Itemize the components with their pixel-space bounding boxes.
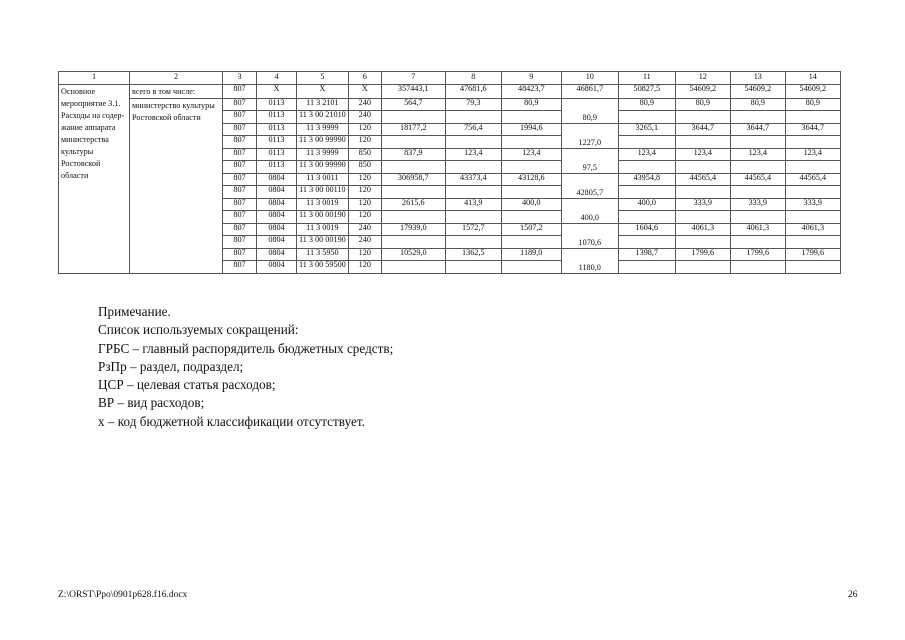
empty-cell — [445, 236, 501, 249]
code-cell: 807 — [223, 248, 257, 261]
code-cell: 11 3 0011 — [297, 173, 349, 186]
value-cell: 1507,2 — [501, 223, 561, 236]
value-cell: 54609,2 — [785, 84, 840, 98]
empty-cell — [785, 161, 840, 174]
code-cell: 120 — [348, 173, 381, 186]
code-cell: 0804 — [257, 186, 297, 199]
code-cell: 807 — [223, 111, 257, 124]
empty-cell — [675, 236, 730, 249]
empty-cell — [675, 136, 730, 149]
ministry-cell: министерство культуры Ростовской области — [130, 98, 223, 273]
code-cell: 807 — [223, 136, 257, 149]
abbreviation-line: ВР – вид расходов; — [98, 395, 205, 411]
value-cell: 80,9 — [561, 98, 618, 123]
col-header: 8 — [445, 72, 501, 85]
page-number: 26 — [848, 590, 858, 600]
empty-cell — [618, 261, 675, 274]
value-cell: 837,9 — [381, 148, 445, 161]
table-row — [59, 98, 841, 111]
empty-cell — [730, 161, 785, 174]
empty-cell — [618, 236, 675, 249]
code-cell: 120 — [348, 248, 381, 261]
value-cell: 43128,6 — [501, 173, 561, 186]
value-cell: 42805,7 — [561, 173, 618, 198]
empty-cell — [618, 136, 675, 149]
value-cell: 50827,5 — [618, 84, 675, 98]
code-cell: 120 — [348, 136, 381, 149]
empty-cell — [445, 186, 501, 199]
value-cell: 333,9 — [675, 198, 730, 211]
value-cell: 1994,6 — [501, 123, 561, 136]
value-cell: 54609,2 — [675, 84, 730, 98]
code-cell: 0804 — [257, 223, 297, 236]
value-cell: 1398,7 — [618, 248, 675, 261]
empty-cell — [618, 111, 675, 124]
empty-cell — [730, 111, 785, 124]
value-cell: 1189,0 — [501, 248, 561, 261]
code-cell: 0113 — [257, 136, 297, 149]
empty-cell — [445, 161, 501, 174]
value-cell: 564,7 — [381, 98, 445, 111]
col-header: 1 — [59, 72, 130, 85]
empty-cell — [785, 111, 840, 124]
value-cell: 3644,7 — [730, 123, 785, 136]
empty-cell — [445, 111, 501, 124]
value-cell: 1362,5 — [445, 248, 501, 261]
code-cell: 11 3 00 21010 — [297, 111, 349, 124]
code-cell: 11 3 9999 — [297, 148, 349, 161]
activity-name-cell: Основное мероприятие 3.1. Расходы на содер-жание аппарата министерства культуры Ростовской области — [59, 84, 130, 273]
empty-cell — [501, 111, 561, 124]
empty-cell — [501, 161, 561, 174]
empty-cell — [675, 161, 730, 174]
code-cell: 807 — [223, 84, 257, 98]
value-cell: 333,9 — [730, 198, 785, 211]
value-cell: 80,9 — [618, 98, 675, 111]
code-cell: X — [257, 84, 297, 98]
empty-cell — [501, 211, 561, 224]
empty-cell — [381, 236, 445, 249]
code-cell: 120 — [348, 211, 381, 224]
value-cell: 756,4 — [445, 123, 501, 136]
empty-cell — [445, 211, 501, 224]
code-cell: 0113 — [257, 98, 297, 111]
value-cell: 79,3 — [445, 98, 501, 111]
code-cell: 11 3 00 99990 — [297, 136, 349, 149]
value-cell: 2615,6 — [381, 198, 445, 211]
code-cell: 807 — [223, 123, 257, 136]
value-cell: 10529,0 — [381, 248, 445, 261]
code-cell: 0113 — [257, 161, 297, 174]
code-cell: 11 3 9999 — [297, 123, 349, 136]
code-cell: 0804 — [257, 261, 297, 274]
empty-cell — [785, 261, 840, 274]
value-cell: 1604,6 — [618, 223, 675, 236]
value-cell: 3644,7 — [785, 123, 840, 136]
code-cell: 11 3 0019 — [297, 223, 349, 236]
value-cell: 4061,3 — [675, 223, 730, 236]
code-cell: 11 3 00 00190 — [297, 211, 349, 224]
empty-cell — [785, 211, 840, 224]
empty-cell — [381, 161, 445, 174]
code-cell: 807 — [223, 173, 257, 186]
header-row — [59, 72, 841, 85]
value-cell: 1180,0 — [561, 248, 618, 273]
code-cell: 0804 — [257, 248, 297, 261]
value-cell: 4061,3 — [785, 223, 840, 236]
value-cell: 1799,6 — [785, 248, 840, 261]
value-cell: 123,4 — [501, 148, 561, 161]
code-cell: 240 — [348, 236, 381, 249]
col-header: 12 — [675, 72, 730, 85]
value-cell: 123,4 — [675, 148, 730, 161]
abbreviations-title: Список используемых сокращений: — [98, 322, 299, 338]
col-header: 9 — [501, 72, 561, 85]
value-cell: 333,9 — [785, 198, 840, 211]
code-cell: 11 3 2101 — [297, 98, 349, 111]
code-cell: 807 — [223, 236, 257, 249]
empty-cell — [381, 211, 445, 224]
empty-cell — [445, 136, 501, 149]
abbreviation-line: ГРБС – главный распорядитель бюджетных средств; — [98, 340, 394, 356]
empty-cell — [501, 186, 561, 199]
value-cell: 4061,3 — [730, 223, 785, 236]
value-cell: 18177,2 — [381, 123, 445, 136]
budget-table — [58, 71, 841, 274]
empty-cell — [445, 261, 501, 274]
empty-cell — [730, 186, 785, 199]
code-cell: 11 3 00 59500 — [297, 261, 349, 274]
code-cell: 240 — [348, 223, 381, 236]
code-cell: 0804 — [257, 198, 297, 211]
value-cell: 1799,6 — [675, 248, 730, 261]
abbreviation-line: ЦСР – целевая статья расходов; — [98, 377, 276, 393]
code-cell: 120 — [348, 186, 381, 199]
empty-cell — [618, 211, 675, 224]
value-cell: 43373,4 — [445, 173, 501, 186]
code-cell: 11 3 00 00190 — [297, 236, 349, 249]
value-cell: 400,0 — [561, 198, 618, 223]
col-header: 7 — [381, 72, 445, 85]
value-cell: 1070,6 — [561, 223, 618, 248]
value-cell: 123,4 — [445, 148, 501, 161]
code-cell: 850 — [348, 161, 381, 174]
col-header: 2 — [130, 72, 223, 85]
value-cell: 413,9 — [445, 198, 501, 211]
code-cell: 807 — [223, 148, 257, 161]
empty-cell — [381, 186, 445, 199]
value-cell: 1227,0 — [561, 123, 618, 148]
code-cell: 120 — [348, 198, 381, 211]
value-cell: 80,9 — [675, 98, 730, 111]
note-title: Примечание. — [98, 304, 171, 319]
document-path: Z:\ORST\Ppo\0901p628.f16.docx — [58, 590, 188, 600]
value-cell: 17939,0 — [381, 223, 445, 236]
code-cell: 0113 — [257, 123, 297, 136]
code-cell: 240 — [348, 111, 381, 124]
code-cell: 120 — [348, 261, 381, 274]
abbreviation-line: РзПр – раздел, подраздел; — [98, 358, 244, 374]
empty-cell — [785, 236, 840, 249]
empty-cell — [501, 136, 561, 149]
value-cell: 123,4 — [618, 148, 675, 161]
empty-cell — [785, 136, 840, 149]
value-cell: 43954,8 — [618, 173, 675, 186]
value-cell: 47681,6 — [445, 84, 501, 98]
code-cell: 120 — [348, 123, 381, 136]
col-header: 10 — [561, 72, 618, 85]
value-cell: 400,0 — [618, 198, 675, 211]
empty-cell — [730, 211, 785, 224]
empty-cell — [730, 261, 785, 274]
empty-cell — [675, 211, 730, 224]
value-cell: 80,9 — [785, 98, 840, 111]
value-cell: 46861,7 — [561, 84, 618, 98]
value-cell: 1572,7 — [445, 223, 501, 236]
value-cell: 97,5 — [561, 148, 618, 173]
value-cell: 3644,7 — [675, 123, 730, 136]
code-cell: 807 — [223, 98, 257, 111]
empty-cell — [675, 186, 730, 199]
code-cell: 0804 — [257, 211, 297, 224]
empty-cell — [675, 111, 730, 124]
empty-cell — [785, 186, 840, 199]
value-cell: 1799,6 — [730, 248, 785, 261]
empty-cell — [501, 236, 561, 249]
value-cell: 3265,1 — [618, 123, 675, 136]
code-cell: 240 — [348, 98, 381, 111]
code-cell: 0113 — [257, 148, 297, 161]
col-header: 13 — [730, 72, 785, 85]
total-label-cell: всего в том числе: — [130, 84, 223, 98]
code-cell: 0804 — [257, 173, 297, 186]
empty-cell — [730, 236, 785, 249]
empty-cell — [501, 261, 561, 274]
code-cell: 11 3 0019 — [297, 198, 349, 211]
empty-cell — [618, 186, 675, 199]
value-cell: 44565,4 — [675, 173, 730, 186]
empty-cell — [618, 161, 675, 174]
empty-cell — [381, 136, 445, 149]
col-header: 3 — [223, 72, 257, 85]
value-cell: 123,4 — [785, 148, 840, 161]
notes-section — [98, 303, 393, 431]
code-cell: 807 — [223, 223, 257, 236]
code-cell: 11 3 00 00110 — [297, 186, 349, 199]
code-cell: 11 3 00 99990 — [297, 161, 349, 174]
empty-cell — [675, 261, 730, 274]
value-cell: 400,0 — [501, 198, 561, 211]
code-cell: 11 3 5950 — [297, 248, 349, 261]
col-header: 11 — [618, 72, 675, 85]
value-cell: 44565,4 — [730, 173, 785, 186]
col-header: 5 — [297, 72, 349, 85]
code-cell: X — [297, 84, 349, 98]
empty-cell — [381, 261, 445, 274]
code-cell: 807 — [223, 161, 257, 174]
empty-cell — [730, 136, 785, 149]
value-cell: 44565,4 — [785, 173, 840, 186]
col-header: 4 — [257, 72, 297, 85]
value-cell: 357443,1 — [381, 84, 445, 98]
value-cell: 54609,2 — [730, 84, 785, 98]
value-cell: 306958,7 — [381, 173, 445, 186]
col-header: 14 — [785, 72, 840, 85]
code-cell: 0804 — [257, 236, 297, 249]
code-cell: 807 — [223, 198, 257, 211]
code-cell: X — [348, 84, 381, 98]
abbreviation-line: х – код бюджетной классификации отсутствует. — [98, 413, 365, 429]
value-cell: 80,9 — [501, 98, 561, 111]
value-cell: 80,9 — [730, 98, 785, 111]
value-cell: 123,4 — [730, 148, 785, 161]
code-cell: 850 — [348, 148, 381, 161]
col-header: 6 — [348, 72, 381, 85]
empty-cell — [381, 111, 445, 124]
code-cell: 807 — [223, 211, 257, 224]
code-cell: 0113 — [257, 111, 297, 124]
code-cell: 807 — [223, 186, 257, 199]
value-cell: 48423,7 — [501, 84, 561, 98]
code-cell: 807 — [223, 261, 257, 274]
